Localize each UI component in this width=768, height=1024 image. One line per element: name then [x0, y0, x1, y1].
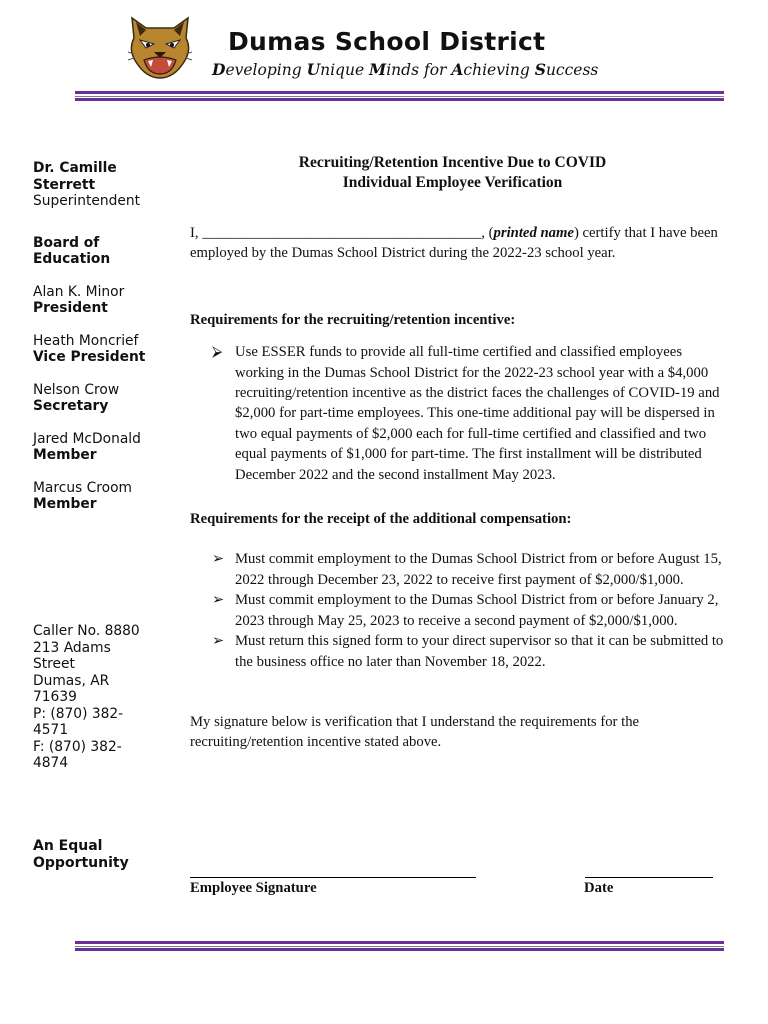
arrow-bullet-icon: ⮚: [212, 344, 223, 361]
district-tagline: [212, 60, 598, 79]
tagline-cap: D: [212, 60, 226, 79]
equal-opportunity-line: Opportunity: [33, 854, 129, 871]
equal-opportunity-line: An Equal: [33, 838, 103, 854]
receipt-heading: Requirements for the receipt of the additional compensation:: [190, 511, 572, 528]
superintendent-title: Superintendent: [33, 193, 141, 209]
board-member: [33, 333, 163, 366]
list-item-text: Must commit employment to the Dumas School District from or before August 15, 2022 through December 23, 2022 to receive first payment of $2,000/$1,000.: [235, 551, 722, 588]
form-title: [180, 153, 725, 192]
bobcat-mascot-icon: [126, 14, 194, 80]
board-member: [33, 284, 163, 317]
list-item: [190, 590, 725, 631]
requirements-list: [190, 342, 725, 485]
board-member-role: Member: [33, 496, 97, 512]
list-item-text: Use ESSER funds to provide all full-time certified and classified employees working in the Dumas School District for the 2022-23 school year with a $4,000 recruiting/retention incentive as the district faces the challenges of COVID-19 and $2,000 for part-time employees. This one-time additional pay will be dispersed in two equal payments of $2,000 each for full-time certified and classified and two equal payments of $1,000 for part-time. The first installment will be distributed December 2022 and the second installment May 2023.: [235, 344, 720, 483]
tagline-cap: A: [451, 60, 464, 79]
footer-rule: [75, 941, 724, 944]
address-line: Street: [33, 656, 75, 672]
address-line: Dumas, AR: [33, 672, 110, 689]
date-line[interactable]: [585, 877, 713, 878]
signature-statement: My signature below is verification that I understand the requirements for the recruiting/retention incentive stated above.: [190, 713, 640, 751]
sidebar: [33, 160, 163, 529]
address-line: 71639: [33, 689, 77, 705]
address-line: 213 Adams: [33, 639, 111, 656]
receipt-list: [190, 549, 725, 671]
tagline-cap: S: [534, 60, 546, 79]
certify-text: ) certify that I have been employed by the Dumas School District during the 2022-23 school year.: [190, 225, 718, 262]
tagline-text: eveloping: [225, 61, 307, 79]
superintendent-block: [33, 160, 163, 210]
arrow-bullet-icon: ➢: [212, 633, 225, 650]
tagline-text: uccess: [545, 61, 599, 79]
date-label: Date: [584, 880, 614, 896]
superintendent-name: Dr. Camille: [33, 160, 117, 176]
address-line: P: (870) 382-: [33, 705, 124, 722]
tagline-cap: M: [369, 60, 387, 79]
board-member-name: Heath Moncrief: [33, 332, 139, 349]
board-member-role: Member: [33, 447, 97, 463]
list-item: [190, 549, 725, 590]
board-heading-line: Education: [33, 251, 111, 267]
certification-statement: [190, 223, 725, 264]
header-rule: [75, 91, 724, 94]
tagline-text: inds for: [386, 61, 452, 79]
footer-rule-thin: [75, 946, 724, 947]
board-member-role: President: [33, 300, 108, 316]
board-member-name: Marcus Croom: [33, 479, 132, 496]
printed-name-label: printed name: [493, 225, 574, 241]
board-member-name: Alan K. Minor: [33, 283, 125, 300]
certify-text: I, ______________________________________, (: [190, 225, 494, 241]
footer-rule-lower: [75, 948, 724, 951]
requirements-heading: Requirements for the recruiting/retention incentive:: [190, 311, 516, 328]
list-item: [190, 342, 725, 485]
superintendent-name: Sterrett: [33, 176, 96, 193]
district-address: [33, 623, 143, 772]
employee-signature-label: Employee Signature: [190, 880, 317, 896]
address-line: Caller No. 8880: [33, 623, 140, 639]
list-item: [190, 631, 725, 672]
tagline-text: chieving: [463, 61, 535, 79]
list-item-text: Must return this signed form to your direct supervisor so that it can be submitted to the business office no later than November 18, 2022.: [235, 633, 724, 670]
board-member-name: Jared McDonald: [33, 430, 141, 447]
tagline-text: nique: [320, 61, 370, 79]
tagline-cap: U: [306, 60, 321, 79]
board-heading-line: Board of: [33, 234, 100, 251]
board-member: [33, 480, 163, 513]
employee-signature-line[interactable]: [190, 877, 476, 878]
board-heading: [33, 235, 163, 268]
form-body: [190, 153, 725, 753]
arrow-bullet-icon: ➢: [212, 551, 225, 568]
board-member: [33, 431, 163, 464]
board-member-name: Nelson Crow: [33, 381, 120, 398]
header-rule-lower: [75, 98, 724, 101]
board-member: [33, 382, 163, 415]
board-member-role: Vice President: [33, 349, 146, 365]
list-item-text: Must commit employment to the Dumas School District from or before January 2, 2023 through May 25, 2023 to receive a second payment of $2,000/$1,000.: [235, 592, 719, 629]
address-line: 4571: [33, 722, 69, 738]
address-line: F: (870) 382-: [33, 738, 122, 755]
header-rule-thin: [75, 96, 724, 97]
equal-opportunity-statement: [33, 838, 153, 871]
address-line: 4874: [33, 755, 69, 771]
board-member-role: Secretary: [33, 398, 109, 414]
form-title-line: Individual Employee Verification: [342, 173, 563, 191]
arrow-bullet-icon: ➢: [212, 592, 225, 609]
district-name: Dumas School District: [228, 27, 546, 56]
form-title-line: Recruiting/Retention Incentive Due to COVID: [298, 154, 607, 171]
